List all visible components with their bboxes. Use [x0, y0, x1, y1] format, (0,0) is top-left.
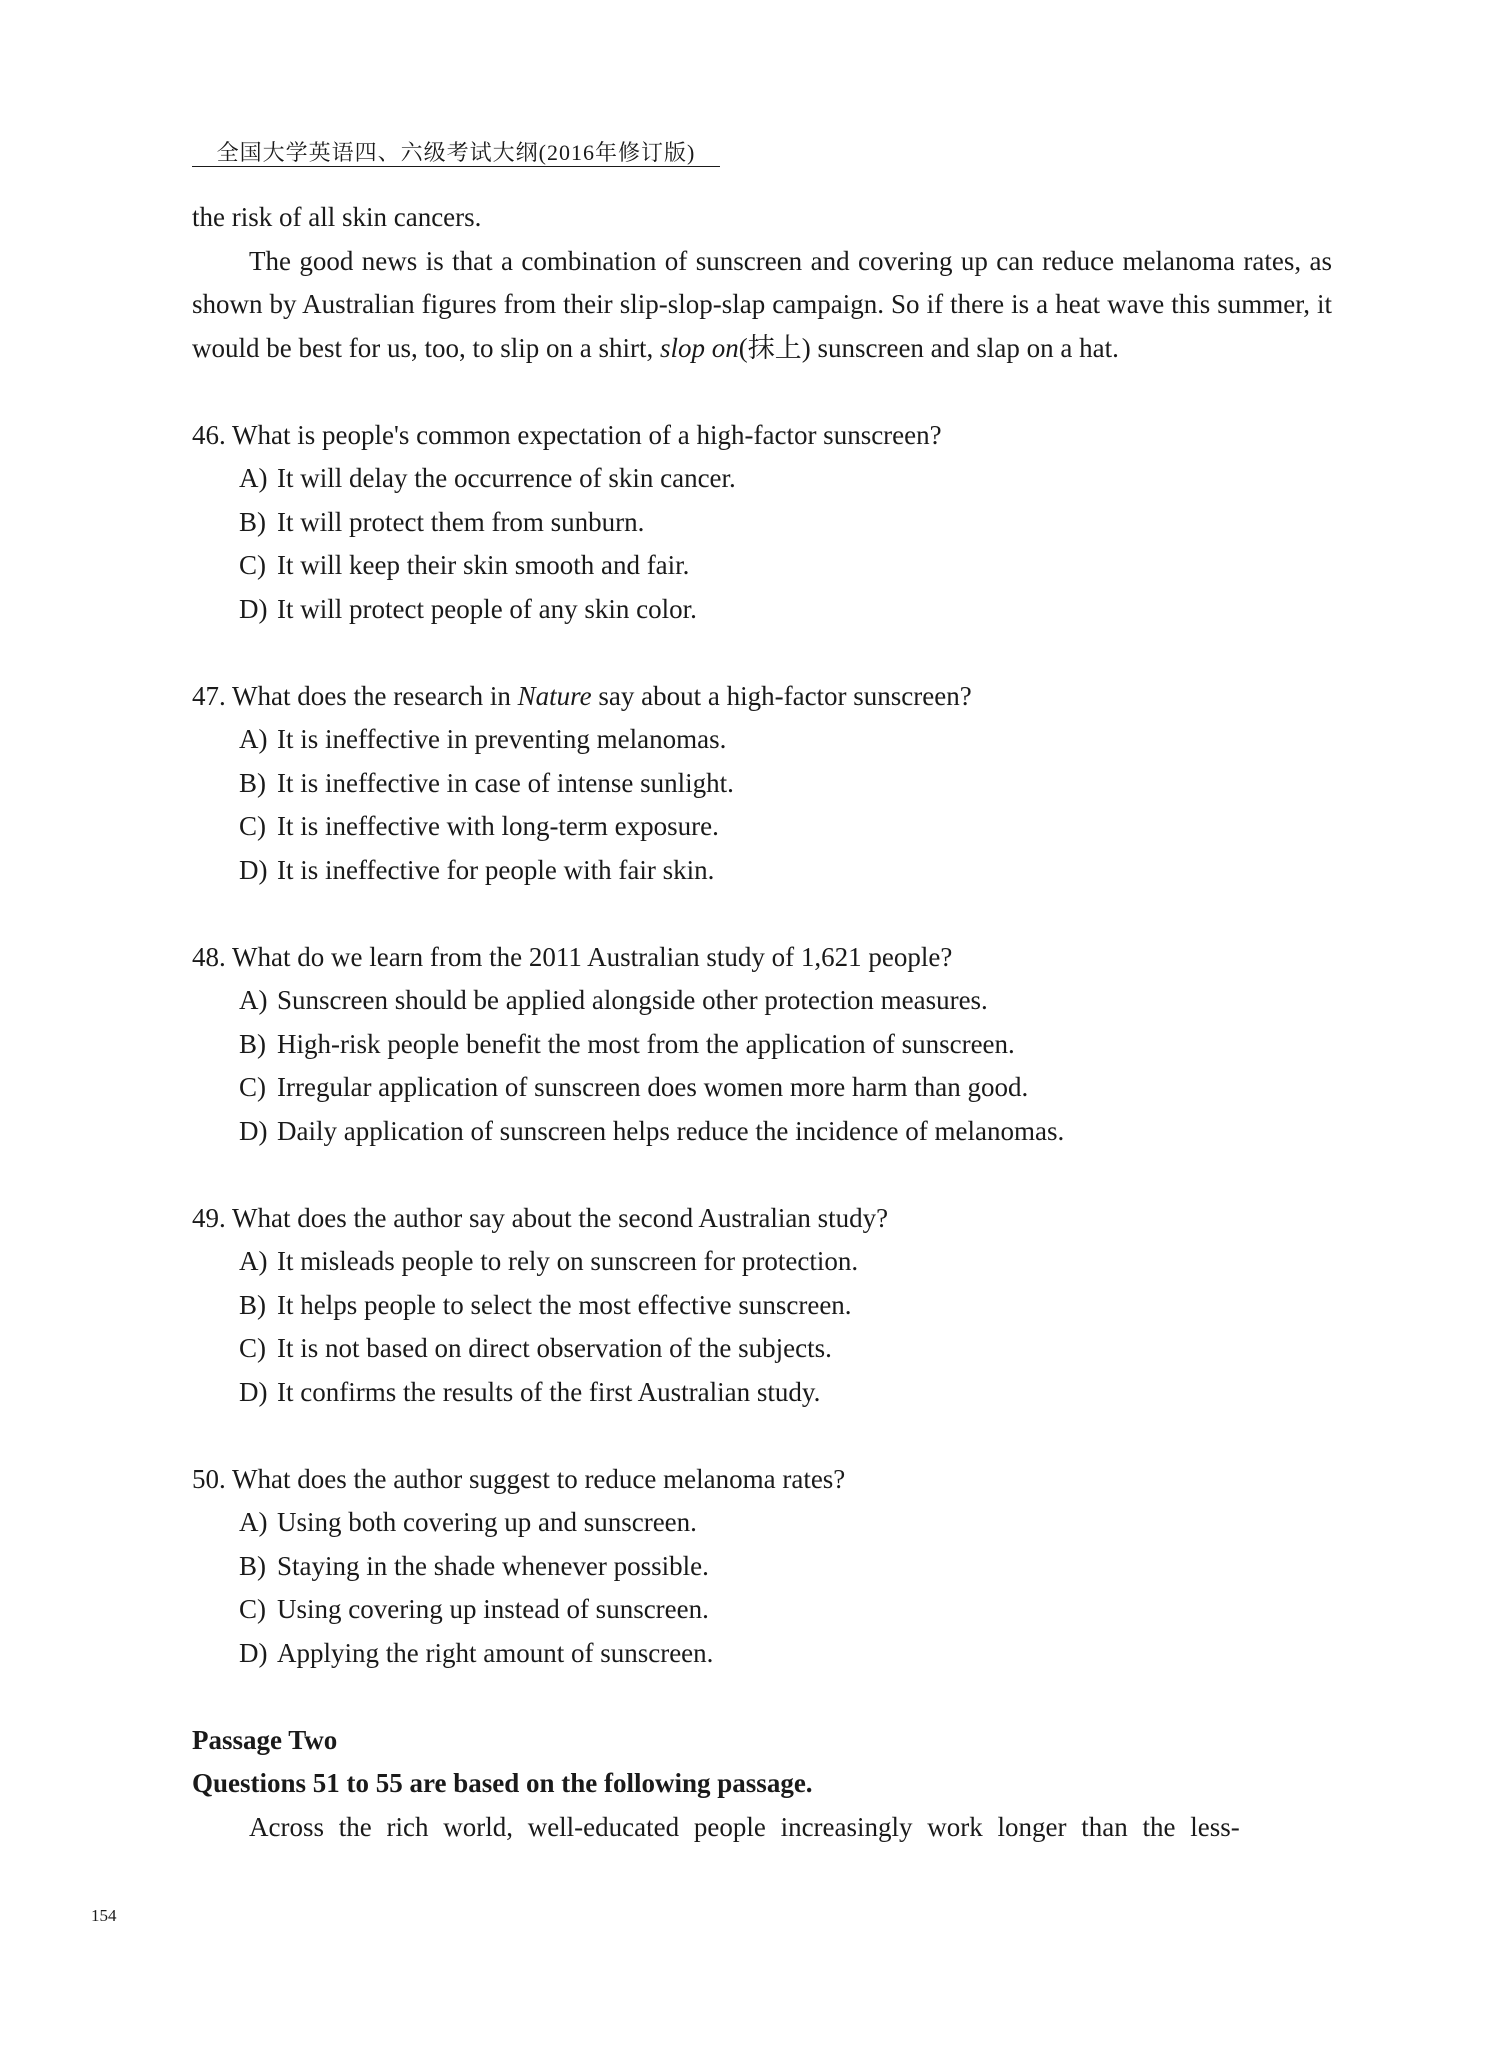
- option-list: [192, 1240, 1332, 1414]
- passage-two-first-line: Across the rich world, well-educated people increasingly work longer than the less-: [249, 1811, 1240, 1842]
- option-text: It will delay the occurrence of skin cancer.: [277, 463, 736, 493]
- option-a[interactable]: [192, 718, 1332, 762]
- option-text: Irregular application of sunscreen does women more harm than good.: [277, 1072, 1029, 1102]
- option-list: [192, 1501, 1332, 1675]
- running-header: 全国大学英语四、六级考试大纲(2016年修订版): [216, 140, 696, 165]
- option-letter: A): [239, 724, 268, 754]
- question-number: 47.: [192, 680, 226, 711]
- option-letter: A): [239, 985, 268, 1015]
- option-a[interactable]: [192, 1240, 1332, 1284]
- option-text: It is ineffective with long-term exposure.: [277, 811, 719, 841]
- question-46: [192, 414, 1332, 632]
- option-b[interactable]: [192, 762, 1332, 806]
- option-text: Applying the right amount of sunscreen.: [277, 1637, 714, 1668]
- option-letter: C): [239, 1333, 266, 1363]
- question-stem: [192, 675, 1332, 719]
- paragraph-text-end: sunscreen and slap on a hat.: [810, 332, 1119, 363]
- option-text: It misleads people to rely on sunscreen for protection.: [277, 1246, 859, 1276]
- option-text: Daily application of sunscreen helps reduce the incidence of melanomas.: [277, 1115, 1065, 1146]
- option-letter: C): [239, 550, 266, 580]
- question-stem: [192, 1458, 1332, 1502]
- option-list: [192, 718, 1332, 892]
- option-letter: B): [239, 1028, 266, 1059]
- option-list: [192, 979, 1332, 1153]
- option-text: It confirms the results of the first Australian study.: [277, 1376, 821, 1407]
- option-text: High-risk people benefit the most from the application of sunscreen.: [277, 1028, 1015, 1059]
- option-letter: D): [239, 1376, 268, 1407]
- option-d[interactable]: [192, 1371, 1332, 1415]
- option-a[interactable]: [192, 457, 1332, 501]
- option-text: Using both covering up and sunscreen.: [277, 1507, 697, 1537]
- passage-continuation-line: the risk of all skin cancers.: [192, 202, 482, 232]
- option-text: It helps people to select the most effective sunscreen.: [277, 1289, 852, 1320]
- option-d[interactable]: [192, 1110, 1332, 1154]
- option-a[interactable]: [192, 1501, 1332, 1545]
- question-stem: [192, 414, 1332, 458]
- option-b[interactable]: [192, 1284, 1332, 1328]
- question-text: What does the research in: [232, 680, 518, 711]
- option-c[interactable]: [192, 805, 1332, 849]
- option-letter: B): [239, 1289, 266, 1320]
- option-text: Staying in the shade whenever possible.: [277, 1550, 709, 1581]
- question-number: 50.: [192, 1463, 226, 1494]
- option-letter: A): [239, 1507, 268, 1537]
- passage-paragraph: [192, 240, 1332, 371]
- question-49: [192, 1197, 1332, 1415]
- option-text: Sunscreen should be applied alongside other protection measures.: [277, 985, 988, 1015]
- chinese-gloss: (抹上): [738, 332, 811, 363]
- option-letter: B): [239, 1550, 266, 1581]
- question-number: 48.: [192, 941, 226, 972]
- option-b[interactable]: [192, 1545, 1332, 1589]
- option-text: Using covering up instead of sunscreen.: [277, 1594, 709, 1624]
- question-text: What does the author suggest to reduce melanoma rates?: [232, 1463, 846, 1494]
- question-stem: [192, 1197, 1332, 1241]
- option-a[interactable]: [192, 979, 1332, 1023]
- journal-name: Nature: [517, 680, 592, 711]
- option-c[interactable]: [192, 1327, 1332, 1371]
- question-48: [192, 936, 1332, 1154]
- paragraph-text: The good news is that a combination of sunscreen and covering up can reduce melanoma rates, as shown by Australian figures from their slip-slop-slap campaign. So if there is a heat wave this summer, it would be best for us, too, to slip on a shirt,: [192, 245, 1332, 363]
- header-rule: [192, 166, 720, 167]
- option-letter: B): [239, 767, 266, 798]
- option-b[interactable]: [192, 1023, 1332, 1067]
- option-letter: C): [239, 1594, 266, 1624]
- question-text: What does the author say about the second Australian study?: [232, 1202, 889, 1233]
- option-d[interactable]: [192, 588, 1332, 632]
- question-text: What is people's common expectation of a high-factor sunscreen?: [232, 419, 942, 450]
- page-number: 154: [91, 1906, 117, 1925]
- option-text: It will protect people of any skin color.: [277, 593, 697, 624]
- option-d[interactable]: [192, 849, 1332, 893]
- option-letter: C): [239, 1072, 266, 1102]
- option-letter: D): [239, 854, 268, 885]
- option-d[interactable]: [192, 1632, 1332, 1676]
- option-letter: D): [239, 1637, 268, 1668]
- passage-two-heading: Passage Two: [192, 1724, 338, 1755]
- option-letter: A): [239, 463, 268, 493]
- option-text: It is ineffective for people with fair skin.: [277, 854, 715, 885]
- question-text-end: say about a high-factor sunscreen?: [591, 680, 972, 711]
- option-c[interactable]: [192, 544, 1332, 588]
- passage-two-instruction: Questions 51 to 55 are based on the following passage.: [192, 1768, 813, 1798]
- option-text: It is ineffective in preventing melanomas.: [277, 724, 727, 754]
- option-text: It will protect them from sunburn.: [277, 506, 645, 537]
- option-text: It is not based on direct observation of the subjects.: [277, 1333, 832, 1363]
- question-text: What do we learn from the 2011 Australian study of 1,621 people?: [232, 941, 953, 972]
- option-c[interactable]: [192, 1588, 1332, 1632]
- option-text: It is ineffective in case of intense sunlight.: [277, 767, 734, 798]
- question-stem: [192, 936, 1332, 980]
- question-number: 46.: [192, 419, 226, 450]
- option-letter: A): [239, 1246, 268, 1276]
- option-letter: D): [239, 593, 268, 624]
- option-c[interactable]: [192, 1066, 1332, 1110]
- option-letter: D): [239, 1115, 268, 1146]
- option-letter: C): [239, 811, 266, 841]
- question-50: [192, 1458, 1332, 1676]
- option-text: It will keep their skin smooth and fair.: [277, 550, 690, 580]
- option-b[interactable]: [192, 501, 1332, 545]
- italic-term: slop on: [659, 332, 739, 363]
- option-letter: B): [239, 506, 266, 537]
- question-47: [192, 675, 1332, 893]
- question-number: 49.: [192, 1202, 226, 1233]
- page-body: [192, 196, 1332, 1849]
- option-list: [192, 457, 1332, 631]
